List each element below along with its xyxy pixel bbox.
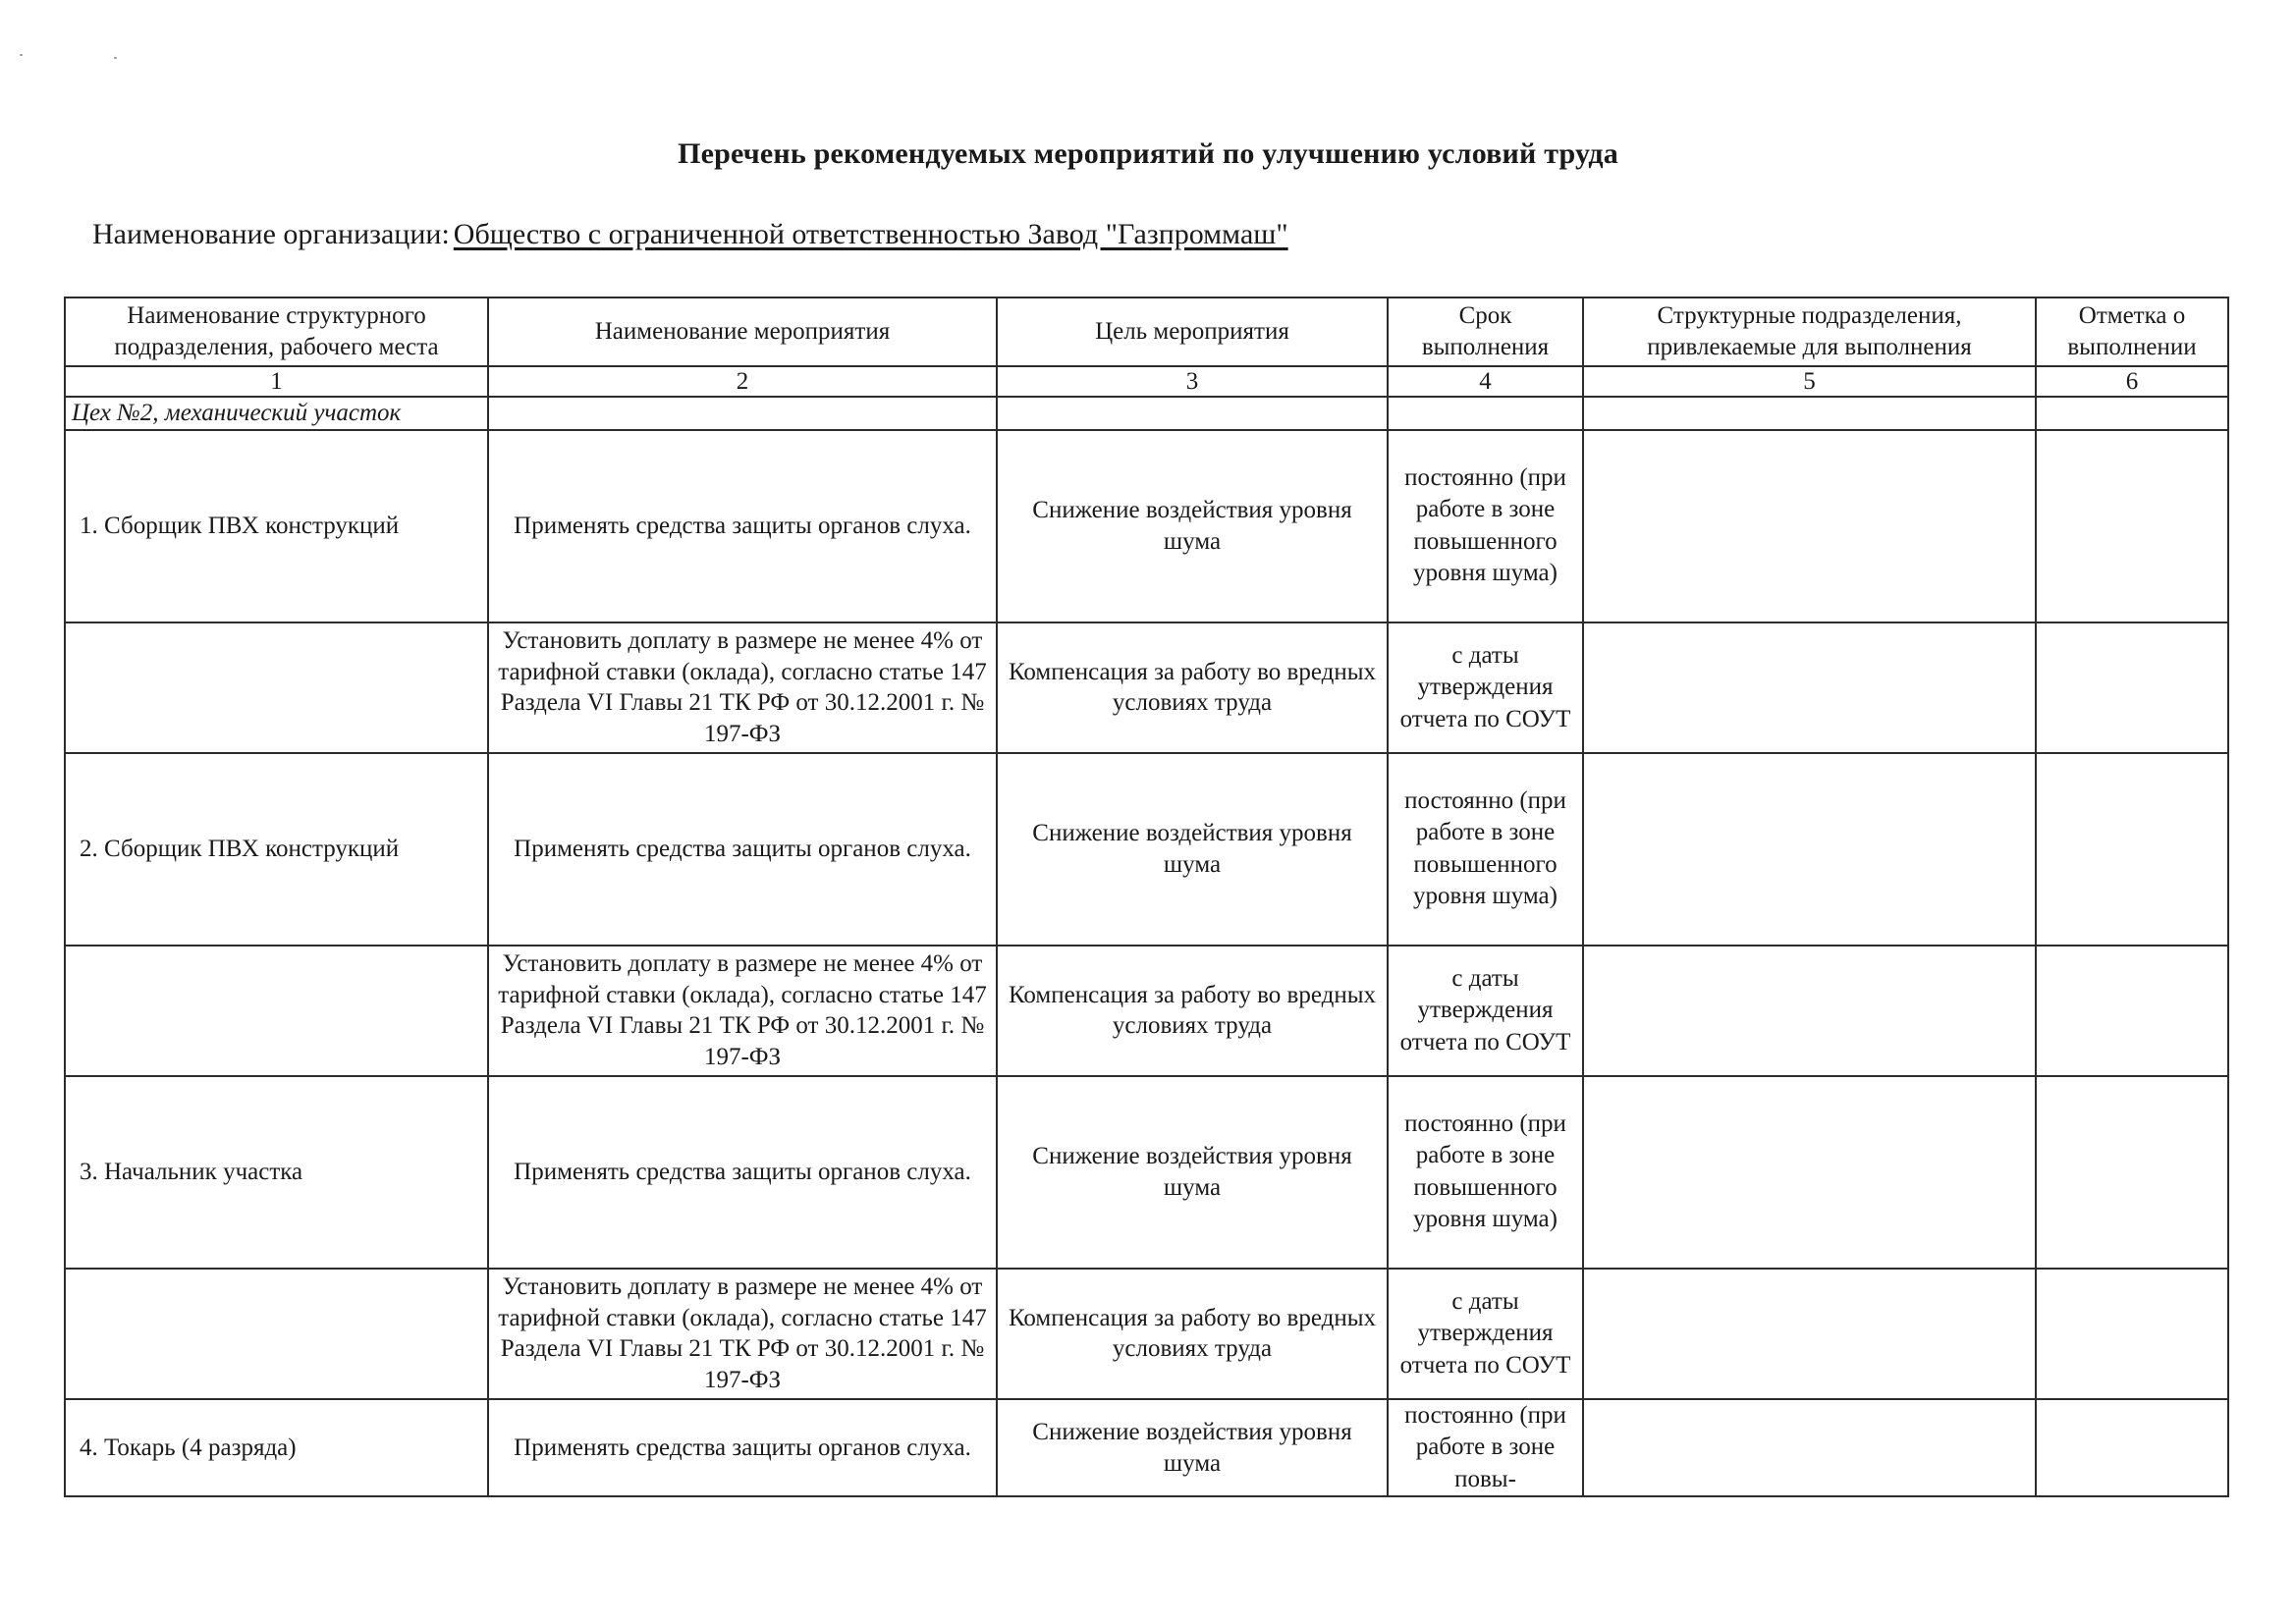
position-cell: [65, 622, 488, 753]
table-row: [65, 753, 2228, 946]
column-number: 4: [1388, 366, 1583, 397]
empty-cell: [488, 397, 997, 430]
completion-mark-cell: [2036, 622, 2228, 753]
column-header: Цель мероприятия: [997, 298, 1388, 366]
completion-mark-cell: [2036, 430, 2228, 622]
measure-cell: Применять средства защиты органов слуха.: [488, 430, 997, 622]
term-cell: с даты утверждения отчета по СОУТ: [1388, 946, 1583, 1076]
empty-cell: [1583, 397, 2036, 430]
term-cell: с даты утверждения отчета по СОУТ: [1388, 622, 1583, 753]
completion-mark-cell: [2036, 946, 2228, 1076]
table-row: [65, 1399, 2228, 1497]
table-row: [65, 1076, 2228, 1269]
document-title: Перечень рекомендуемых мероприятий по улучшению условий труда: [678, 137, 1618, 170]
measure-cell: Применять средства защиты органов слуха.: [488, 753, 997, 946]
measure-cell: Установить доплату в размере не менее 4% от тарифной ставки (оклада), согласно статье 147 Раздела VI Главы 21 ТК РФ от 30.12.2001 г. № 197-ФЗ: [488, 622, 997, 753]
completion-mark-cell: [2036, 1269, 2228, 1399]
column-number: 5: [1583, 366, 2036, 397]
measure-cell: Установить доплату в размере не менее 4% от тарифной ставки (оклада), согласно статье 147 Раздела VI Главы 21 ТК РФ от 30.12.2001 г. № 197-ФЗ: [488, 1269, 997, 1399]
departments-cell: [1583, 430, 2036, 622]
column-number: 6: [2036, 366, 2228, 397]
position-cell: 4. Токарь (4 разряда): [65, 1399, 488, 1497]
measure-cell: Применять средства защиты органов слуха.: [488, 1399, 997, 1497]
position-cell: 3. Начальник участка: [65, 1076, 488, 1269]
table-row: [65, 946, 2228, 1076]
completion-mark-cell: [2036, 1076, 2228, 1269]
departments-cell: [1583, 946, 2036, 1076]
goal-cell: Снижение воздействия уровня шума: [997, 1399, 1388, 1497]
scan-speck: [114, 57, 117, 59]
section-row: [65, 397, 2228, 430]
position-cell: 2. Сборщик ПВХ конструкций: [65, 753, 488, 946]
empty-cell: [2036, 397, 2228, 430]
organization-value: Общество с ограниченной ответственностью Завод "Газпроммаш": [453, 218, 1288, 250]
column-number: 3: [997, 366, 1388, 397]
column-header: Структурные подразделения, привлекаемые для выполнения: [1583, 298, 2036, 366]
term-cell: постоянно (при работе в зоне повышенного уровня шума): [1388, 753, 1583, 946]
goal-cell: Снижение воздействия уровня шума: [997, 1076, 1388, 1269]
goal-cell: Компенсация за работу во вредных условиях труда: [997, 622, 1388, 753]
term-cell: с даты утверждения отчета по СОУТ: [1388, 1269, 1583, 1399]
term-cell: постоянно (при работе в зоне повышенного уровня шума): [1388, 430, 1583, 622]
column-number: 2: [488, 366, 997, 397]
position-cell: [65, 1269, 488, 1399]
column-header: Наименование структурного подразделения, рабочего места: [65, 298, 488, 366]
table-row: [65, 1269, 2228, 1399]
term-cell: постоянно (при работе в зоне повы-: [1388, 1399, 1583, 1497]
measure-cell: Применять средства защиты органов слуха.: [488, 1076, 997, 1269]
goal-cell: Снижение воздействия уровня шума: [997, 430, 1388, 622]
measure-cell: Установить доплату в размере не менее 4% от тарифной ставки (оклада), согласно статье 147 Раздела VI Главы 21 ТК РФ от 30.12.2001 г. № 197-ФЗ: [488, 946, 997, 1076]
departments-cell: [1583, 1076, 2036, 1269]
empty-cell: [997, 397, 1388, 430]
table-row: [65, 622, 2228, 753]
term-cell: постоянно (при работе в зоне повышенного уровня шума): [1388, 1076, 1583, 1269]
column-header: Наименование мероприятия: [488, 298, 997, 366]
section-title: Цех №2, механический участок: [65, 397, 488, 430]
scan-speck: [20, 54, 23, 56]
empty-cell: [1388, 397, 1583, 430]
departments-cell: [1583, 1399, 2036, 1497]
table-row: [65, 430, 2228, 622]
goal-cell: Компенсация за работу во вредных условиях труда: [997, 946, 1388, 1076]
goal-cell: Снижение воздействия уровня шума: [997, 753, 1388, 946]
completion-mark-cell: [2036, 753, 2228, 946]
measures-table: [64, 297, 2229, 1497]
departments-cell: [1583, 622, 2036, 753]
departments-cell: [1583, 1269, 2036, 1399]
column-number: 1: [65, 366, 488, 397]
position-cell: [65, 946, 488, 1076]
column-number-row: [65, 366, 2228, 397]
header-row: [65, 298, 2228, 366]
goal-cell: Компенсация за работу во вредных условиях труда: [997, 1269, 1388, 1399]
position-cell: 1. Сборщик ПВХ конструкций: [65, 430, 488, 622]
completion-mark-cell: [2036, 1399, 2228, 1497]
column-header: Срок выполнения: [1388, 298, 1583, 366]
organization-label: Наименование организации:: [92, 218, 450, 250]
column-header: Отметка о выполнении: [2036, 298, 2228, 366]
departments-cell: [1583, 753, 2036, 946]
organization-line: [92, 218, 1288, 251]
